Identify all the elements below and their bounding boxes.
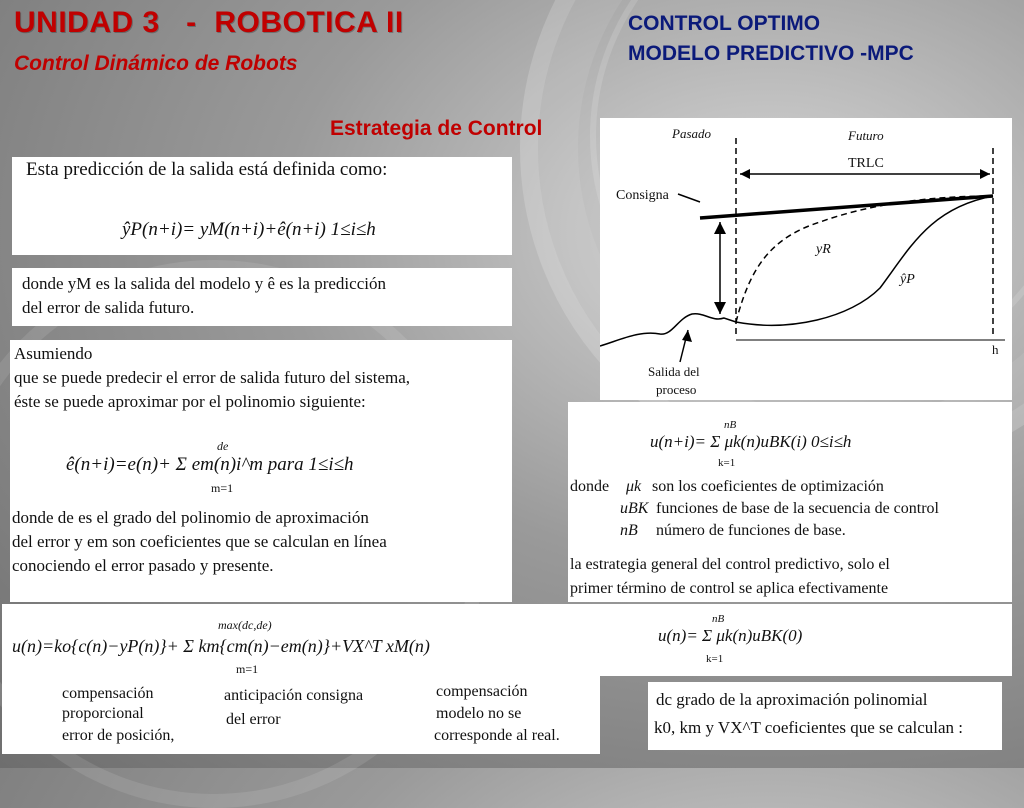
def-nb-symbol: nB [620,522,638,539]
control-law-panel [2,604,600,754]
label-trlc: TRLC [848,156,884,171]
first-term-sum-top: nB [712,613,725,625]
diagram-svg [600,118,1012,400]
def-nb-text: número de funciones de base. [656,522,846,539]
term3-line-3: corresponde al real. [434,727,560,744]
label-process-output-2: proceso [656,382,697,397]
slide-subtitle: Control Dinámico de Robots [14,52,298,75]
poly-desc-3: conociendo el error pasado y presente. [12,556,274,575]
term3-line-2: modelo no se [436,705,522,722]
process-output-curve [600,314,736,346]
control-sum-top: nB [724,419,737,431]
label-process-output: Salida del [648,364,700,379]
header-line-1: CONTROL OPTIMO [628,12,821,35]
label-yr: yR [816,242,831,257]
setpoint-pointer [678,194,700,202]
model-output-panel [12,268,512,326]
term1-line-1: compensación [62,685,154,702]
term1-line-3: error de posición, [62,727,175,744]
header-line-2: MODELO PREDICTIVO -MPC [628,42,914,65]
error-arrow-bottom [714,302,726,314]
model-output-line-2: del error de salida futuro. [22,298,195,317]
prediction-equation: ŷP(n+i)= yM(n+i)+ê(n+i) 1≤i≤h [122,219,376,240]
def-mu-text: son los coeficientes de optimización [652,478,884,495]
assume-line-3: éste se puede aproximar por el polinomio siguiente: [14,392,366,411]
predicted-output-curve [736,196,993,325]
error-arrow-top [714,222,726,234]
prediction-diagram [600,118,1012,400]
strategy-line-1: la estrategia general del control predictivo, solo el [570,556,890,573]
def-ubk-symbol: uBK [620,500,649,517]
note-line-1: dc grado de la aproximación polinomial [656,690,928,709]
poly-desc-2: del error y em son coeficientes que se calculan en línea [12,532,387,551]
prediction-panel [12,157,512,255]
control-law-equation: u(n)=ko{c(n)−yP(n)}+ Σ km{cm(n)−em(n)}+VX^T xM(n) [12,636,430,656]
term1-line-2: proporcional [62,705,144,722]
def-mu-symbol: μk [626,478,642,495]
section-title: Estrategia de Control [330,117,543,140]
label-future: Futuro [848,128,884,143]
model-output-line-1: donde yM es la salida del modelo y ê es la predicción [22,274,386,293]
output-pointer-head [682,330,692,342]
first-term-sum-bottom: k=1 [706,653,724,665]
label-h: h [992,342,999,357]
control-equation: u(n+i)= Σ μk(n)uBK(i) 0≤i≤h [650,432,852,451]
def-prefix: donde [570,478,610,495]
note-line-2: k0, km y VX^T coeficientes que se calculan : [654,718,964,737]
label-yp: ŷP [900,272,915,287]
poly-sum-top: de [217,439,229,453]
control-sequence-panel [568,402,1012,602]
assume-line-2: que se puede predecir el error de salida futuro del sistema, [14,368,411,387]
label-past: Pasado [672,126,711,141]
trlc-arrow-right [980,169,990,179]
reference-trajectory [736,196,993,322]
control-sum-bottom: k=1 [718,457,736,469]
poly-desc-1: donde de es el grado del polinomio de aproximación [12,508,369,527]
coefficients-note-panel [648,682,1002,750]
assume-line-1: Asumiendo [14,344,93,363]
trlc-arrow-left [740,169,750,179]
first-term-equation: u(n)= Σ μk(n)uBK(0) [658,626,803,645]
term3-line-1: compensación [436,683,528,700]
def-ubk-text: funciones de base de la secuencia de control [656,500,939,517]
law-sum-bottom: m=1 [236,662,259,676]
error-polynomial-panel [10,340,512,602]
term2-line-2: del error [226,711,281,728]
law-sum-top: max(dc,de) [218,618,272,632]
poly-equation: ê(n+i)=e(n)+ Σ em(n)i^m para 1≤i≤h [66,454,354,475]
poly-sum-bottom: m=1 [211,481,234,495]
strategy-line-2: primer término de control se aplica efectivamente [570,580,889,597]
label-setpoint: Consigna [616,188,669,203]
prediction-text: Esta predicción de la salida está definida como: [26,159,388,180]
slide-title: UNIDAD 3 - ROBOTICA II [14,6,404,39]
term2-line-1: anticipación consigna [224,687,364,704]
first-term-panel [600,604,1012,676]
setpoint-line [700,196,993,218]
